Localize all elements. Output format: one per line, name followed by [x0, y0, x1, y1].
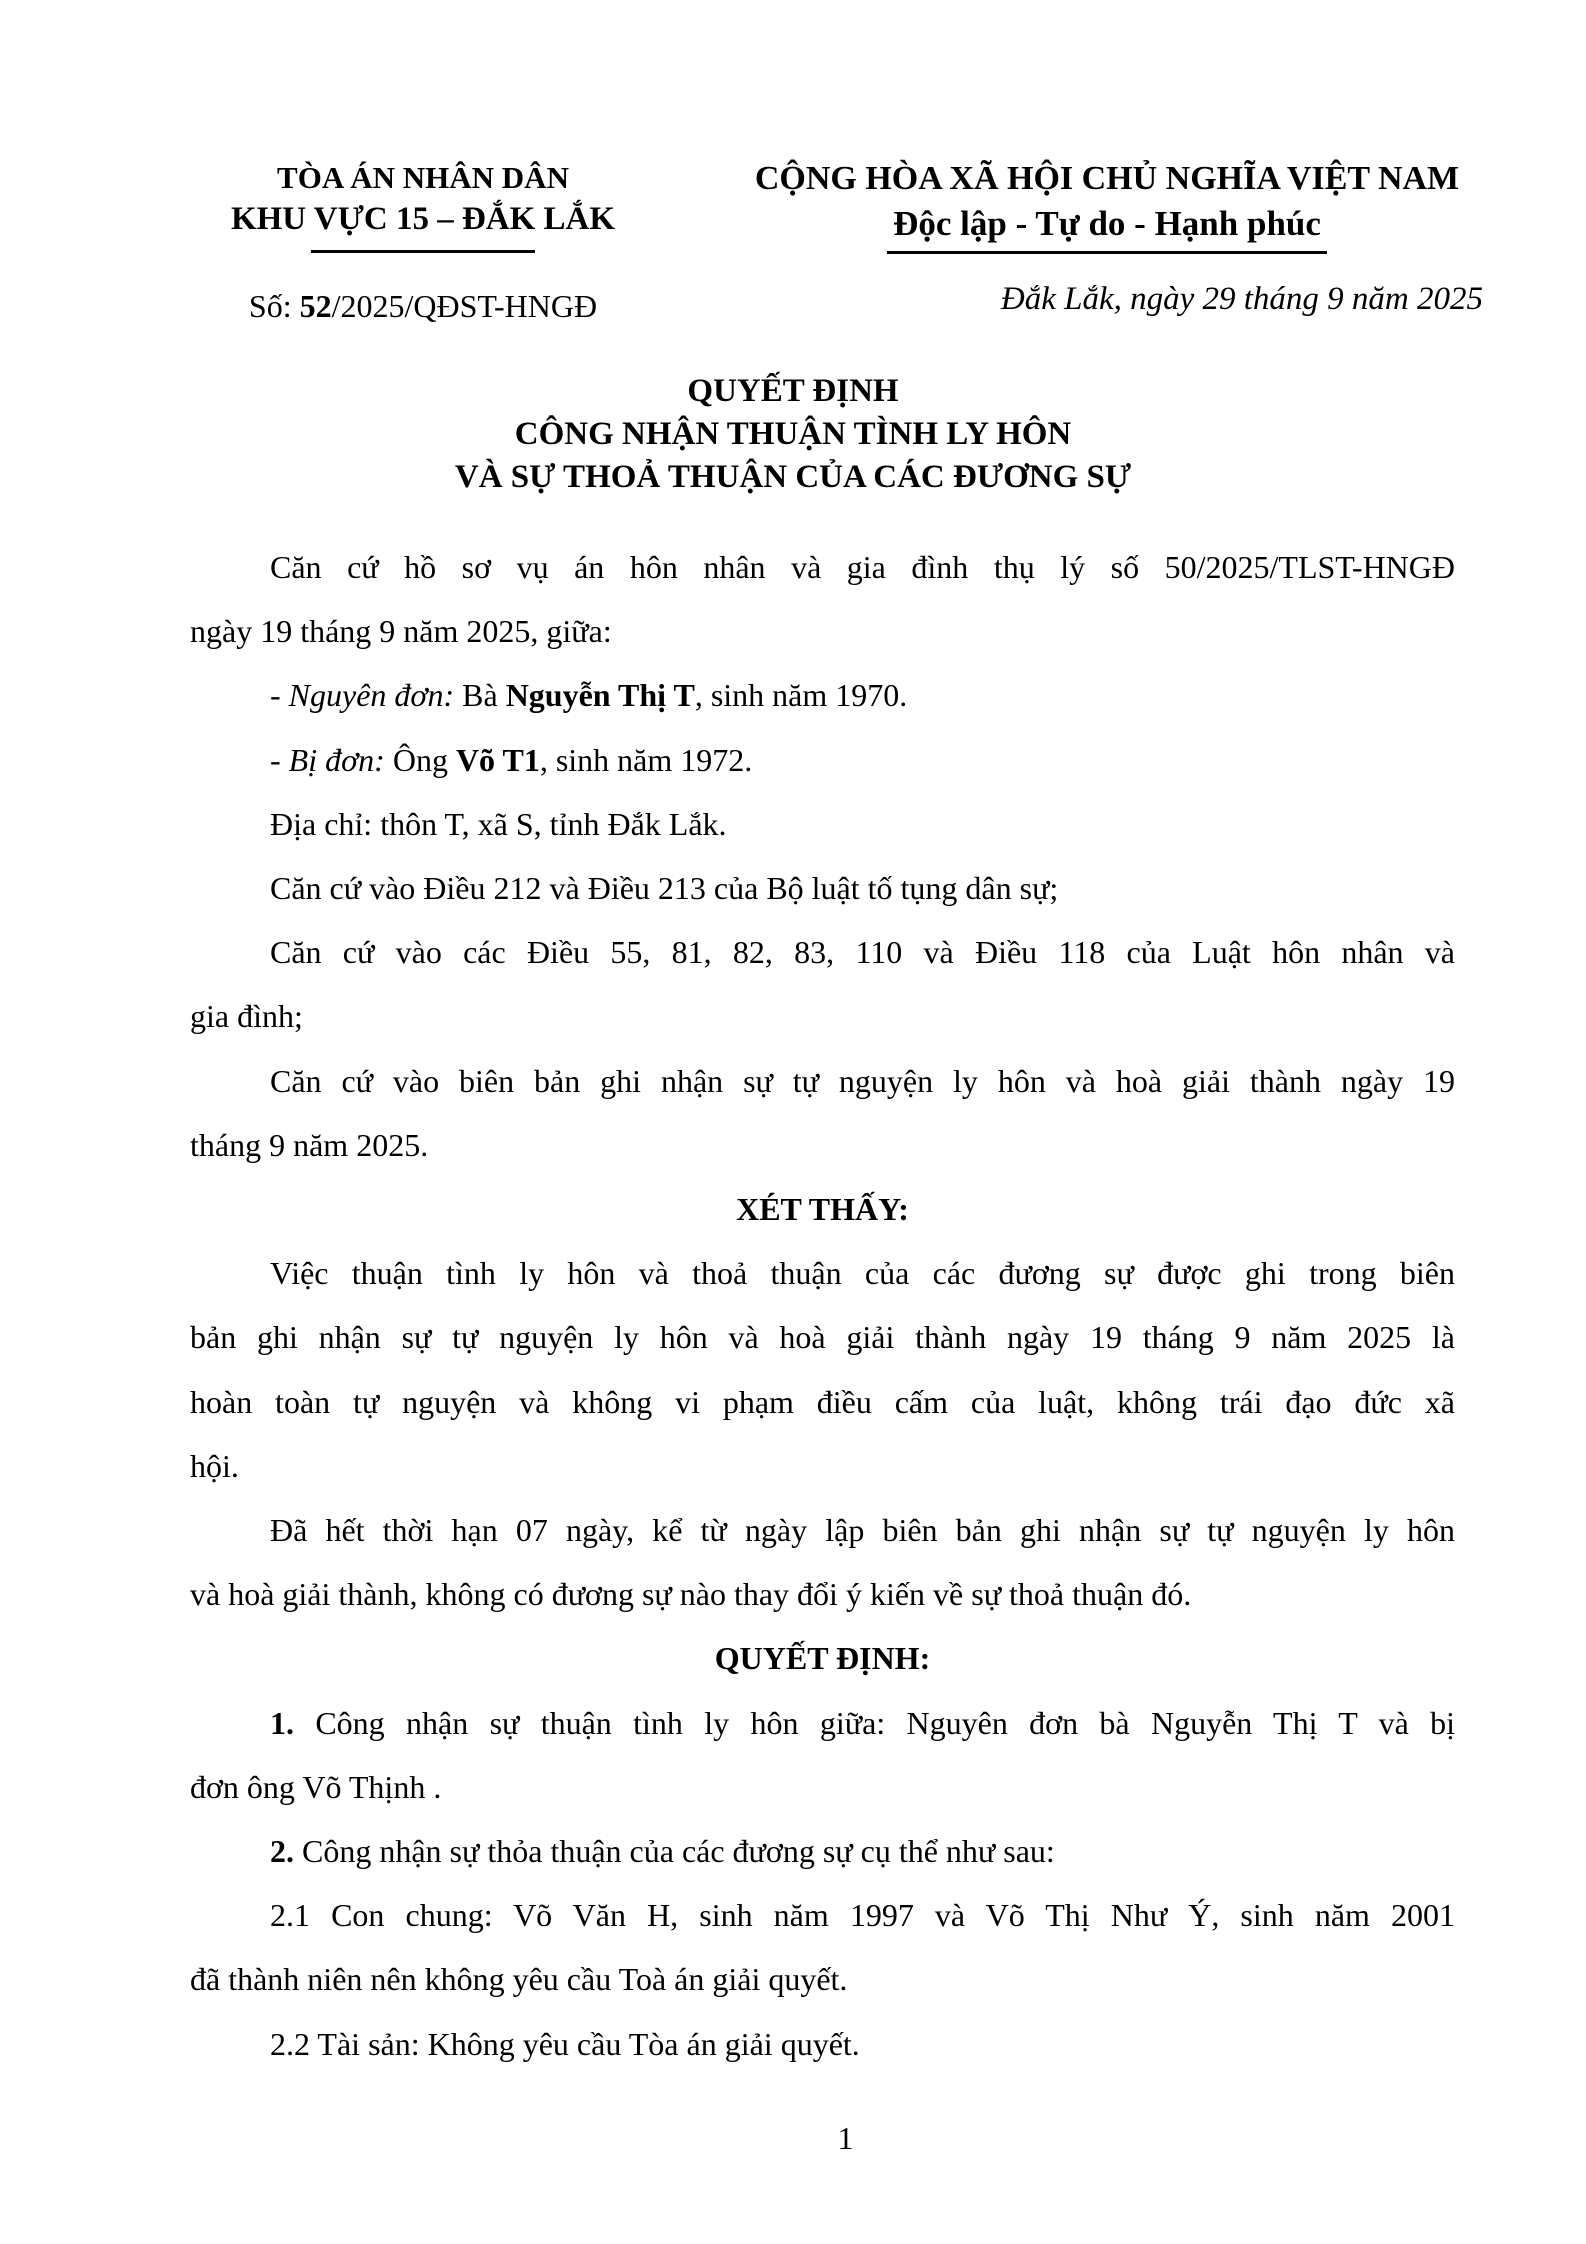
text-segment: -: [270, 741, 289, 778]
decision-title-line3: VÀ SỰ THOẢ THUẬN CỦA CÁC ĐƯƠNG SỰ: [454, 459, 1132, 495]
text-segment: , sinh năm 1972.: [539, 741, 753, 778]
text-line: [190, 1819, 1455, 1883]
text-segment: Nguyên đơn:: [288, 677, 455, 714]
paragraph: [190, 856, 1455, 920]
text-segment: gia đình;: [190, 998, 303, 1035]
text-line: [190, 535, 1455, 599]
text-segment: 1.: [270, 1704, 294, 1741]
court-header-divider: [311, 250, 535, 253]
text-segment: 2.: [270, 1833, 294, 1870]
decision-title-line1: QUYẾT ĐỊNH: [687, 373, 899, 409]
page-footer: [0, 2118, 1586, 2158]
court-name-line2: KHU VỰC 15 – ĐẮK LẮK: [230, 201, 616, 237]
case-number: [133, 286, 713, 326]
text-line: [190, 1947, 1455, 2011]
court-name-line1: TÒA ÁN NHÂN DÂN: [277, 160, 569, 195]
text-line: [190, 1177, 1455, 1241]
text-line: [190, 1113, 1455, 1177]
text-segment: đơn ông Võ Thịnh .: [190, 1768, 442, 1805]
paragraph: [190, 535, 1455, 663]
text-line: [190, 663, 1455, 727]
text-segment: Đã hết thời hạn 07 ngày, kể từ ngày lập biên bản ghi nhận sự tự nguyện ly hôn: [270, 1512, 1455, 1549]
text-segment: đã thành niên nên không yêu cầu Toà án giải quyết.: [190, 1961, 848, 1998]
text-line: [190, 1626, 1455, 1690]
case-number-suffix: /2025/QĐST-HNGĐ: [331, 288, 598, 324]
document-body: [190, 535, 1455, 2076]
text-line: [190, 599, 1455, 663]
text-segment: QUYẾT ĐỊNH:: [714, 1640, 931, 1677]
text-segment: Nguyễn Thị T: [505, 677, 695, 714]
paragraph: [190, 792, 1455, 856]
text-segment: Bà: [454, 677, 506, 714]
text-line: [190, 984, 1455, 1048]
text-segment: XÉT THẤY:: [736, 1191, 909, 1228]
paragraph: [190, 1241, 1455, 1498]
paragraph: [190, 1819, 1455, 1883]
paragraph: [190, 920, 1455, 1048]
text-line: [190, 1241, 1455, 1305]
text-segment: Võ T1: [455, 741, 540, 778]
text-segment: Công nhận sự thỏa thuận của các đương sự cụ thể như sau:: [294, 1833, 1055, 1870]
text-segment: Địa chỉ: thôn T, xã S, tỉnh Đắk Lắk.: [270, 805, 727, 842]
text-segment: Việc thuận tình ly hôn và thoả thuận của các đương sự được ghi trong biên: [270, 1255, 1455, 1292]
national-motto-line1: CỘNG HÒA XÃ HỘI CHỦ NGHĨA VIỆT NAM: [754, 160, 1460, 197]
text-line: [190, 1305, 1455, 1369]
text-segment: 2.1 Con chung: Võ Văn H, sinh năm 1997 và Võ Thị Như Ý, sinh năm 2001: [270, 1897, 1455, 1934]
text-segment: Căn cứ vào Điều 212 và Điều 213 của Bộ luật tố tụng dân sự;: [270, 870, 1059, 907]
text-segment: , sinh năm 1970.: [694, 677, 908, 714]
section-heading: [190, 1177, 1455, 1241]
place-date-line: Đắk Lắk, ngày 29 tháng 9 năm 2025: [1000, 281, 1483, 317]
text-segment: 2.2 Tài sản: Không yêu cầu Tòa án giải quyết.: [270, 2025, 860, 2062]
paragraph: [190, 663, 1455, 727]
text-segment: hoàn toàn tự nguyện và không vi phạm điều cấm của luật, không trái đạo đức xã: [190, 1383, 1455, 1420]
text-segment: Bị đơn:: [288, 741, 385, 778]
text-segment: -: [270, 677, 289, 714]
text-segment: Căn cứ vào biên bản ghi nhận sự tự nguyện ly hôn và hoà giải thành ngày 19: [270, 1062, 1455, 1099]
text-line: [190, 1755, 1455, 1819]
text-line: [190, 728, 1455, 792]
document-header: [0, 0, 1586, 326]
page-number: 1: [837, 2120, 854, 2156]
text-segment: Ông: [384, 741, 456, 778]
paragraph: [190, 1049, 1455, 1177]
decision-title-line2: CÔNG NHẬN THUẬN TÌNH LY HÔN: [514, 416, 1072, 452]
text-segment: Căn cứ hồ sơ vụ án hôn nhân và gia đình thụ lý số 50/2025/TLST-HNGĐ: [270, 549, 1455, 585]
text-segment: và hoà giải thành, không có đương sự nào thay đổi ý kiến về sự thoả thuận đó.: [190, 1576, 1192, 1613]
text-line: [190, 856, 1455, 920]
section-heading: [190, 1626, 1455, 1690]
case-number-prefix: Số:: [248, 288, 300, 324]
text-segment: hội.: [190, 1447, 239, 1484]
case-number-value: 52: [299, 288, 332, 324]
text-line: [190, 1883, 1455, 1947]
national-motto-line2: [713, 202, 1501, 254]
text-line: [190, 1049, 1455, 1113]
national-header-block: [713, 158, 1501, 320]
text-segment: tháng 9 năm 2025.: [190, 1126, 429, 1163]
text-line: [190, 792, 1455, 856]
text-line: [190, 1691, 1455, 1755]
paragraph: [190, 1883, 1455, 2011]
court-header-block: [133, 158, 713, 326]
paragraph: [190, 1498, 1455, 1626]
motto-underlined-text: Độc lập - Tự do - Hạnh phúc: [887, 202, 1327, 254]
text-line: [190, 920, 1455, 984]
text-segment: ngày 19 tháng 9 năm 2025, giữa:: [190, 613, 612, 650]
text-line: [190, 1370, 1455, 1434]
text-line: [190, 2012, 1455, 2076]
paragraph: [190, 1691, 1455, 1819]
text-line: [190, 1434, 1455, 1498]
text-line: [190, 1562, 1455, 1626]
text-segment: Căn cứ vào các Điều 55, 81, 82, 83, 110 và Điều 118 của Luật hôn nhân và: [270, 934, 1455, 971]
text-segment: bản ghi nhận sự tự nguyện ly hôn và hoà giải thành ngày 19 tháng 9 năm 2025 là: [190, 1319, 1455, 1356]
paragraph: [190, 2012, 1455, 2076]
text-line: [190, 1498, 1455, 1562]
paragraph: [190, 728, 1455, 792]
decision-title: [0, 370, 1586, 499]
text-segment: Công nhận sự thuận tình ly hôn giữa: Nguyên đơn bà Nguyễn Thị T và bị: [294, 1704, 1455, 1741]
